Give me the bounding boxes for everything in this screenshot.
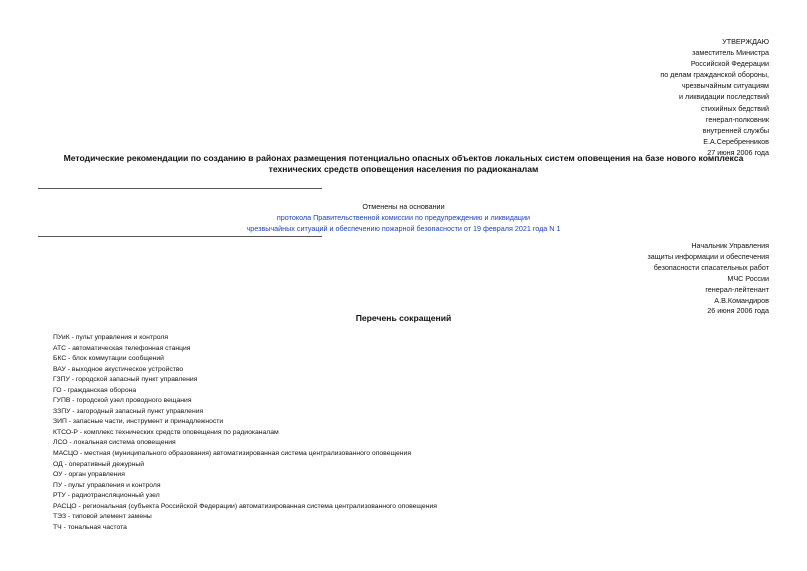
list-item: ГУПВ - городской узел проводного вещания (53, 397, 192, 405)
document-title-line: Методические рекомендации по созданию в районах размещения потенциально опасных объектов локальных систем оповещения на базе нового комплекса (63, 153, 744, 163)
chief-line: А.В.Командиров (714, 295, 769, 305)
chief-block (509, 241, 769, 317)
approval-line: заместитель Министра (692, 48, 769, 58)
list-item: ТЭЗ - типовой элемент замены (53, 513, 152, 521)
abbreviations-list (53, 333, 753, 533)
cancellation-note (40, 202, 767, 234)
list-item: АТС - автоматическая телефонная станция (53, 344, 191, 352)
approval-line: Е.А.Серебренников (703, 136, 769, 146)
list-item: МАСЦО - местная (муниципального образования) автоматизированная система централизованного оповещения (53, 450, 412, 458)
cancellation-link-line: протокола Правительственной комиссии по предупреждению и ликвидации (276, 212, 531, 222)
chief-line: МЧС России (727, 273, 769, 283)
approval-line: генерал-полковник (705, 114, 769, 124)
list-item: ПУ - пульт управления и контроля (53, 481, 161, 489)
chief-line: генерал-лейтенант (705, 284, 769, 294)
approval-line: Российской Федерации (690, 59, 769, 69)
list-item: ЗЗПУ - загородный запасный пункт управления (53, 407, 204, 415)
list-item: БКС - блок коммутации сообщений (53, 355, 164, 363)
list-item: ОУ - орган управления (53, 471, 125, 479)
list-item: ОД - оперативный дежурный (53, 460, 145, 468)
approval-date: 27 июня 2006 года (707, 147, 769, 157)
document-title (40, 153, 767, 175)
list-item: ГО - гражданская оборона (53, 386, 137, 394)
list-item: КТСО-Р - комплекс технических средств оповещения по радиоканалам (53, 428, 279, 436)
cancellation-link[interactable] (40, 213, 767, 235)
approval-line: и ликвидации последствий (679, 92, 769, 102)
list-item: ЛСО - локальная система оповещения (53, 439, 176, 447)
list-item: РТУ - радиотрансляционный узел (53, 492, 160, 500)
approval-line: стихийных бедствий (700, 103, 769, 113)
approval-block (509, 36, 769, 158)
approval-line: по делам гражданской обороны, (660, 70, 769, 80)
divider-bottom (38, 236, 322, 237)
list-item: ВАУ - выходное акустическое устройство (53, 365, 184, 373)
abbreviations-title: Перечень сокращений (355, 313, 452, 323)
approval-line: внутренней службы (702, 125, 769, 135)
chief-line: защиты информации и обеспечения (647, 251, 769, 261)
list-item: РАСЦО - региональная (субъекта Российской Федерации) автоматизированная система централизованного оповещения (53, 502, 437, 510)
document-title-line: технических средств оповещения населения по радиоканалам (268, 164, 539, 174)
chief-line: безопасности спасательных работ (653, 262, 769, 272)
list-item: ГЗПУ - городской запасный пункт управления (53, 376, 198, 384)
chief-date: 26 июня 2006 года (707, 306, 769, 316)
cancellation-label: Отменены на основании (362, 202, 445, 211)
cancellation-link-line: чрезвычайных ситуаций и обеспечению пожарной безопасности от 19 февраля 2021 года N 1 (246, 223, 561, 233)
approval-line: УТВЕРЖДАЮ (722, 37, 769, 46)
approval-line: чрезвычайным ситуациям (681, 81, 769, 91)
list-item: ТЧ - тональная частота (53, 523, 127, 531)
chief-line: Начальник Управления (691, 241, 769, 250)
divider-top (38, 188, 322, 189)
list-item: ПУиК - пульт управления и контроля (53, 334, 168, 341)
list-item: ЗИП - запасные части, инструмент и принадлежности (53, 418, 224, 426)
